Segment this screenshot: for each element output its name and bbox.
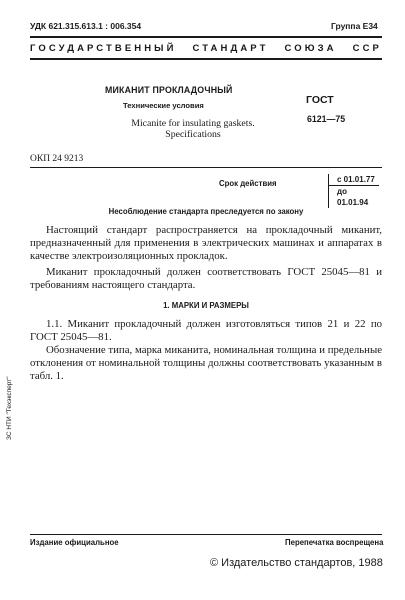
footer-copyright: © Издательство стандартов, 1988 (210, 557, 383, 569)
paragraph-designation: Обозначение типа, марка миканита, номинальная толщина и предельные отклонения от номинальной толщины должны соответствовать указанным в табл. 1. (30, 344, 382, 382)
banner-rule (30, 58, 382, 60)
okp-rule (30, 167, 382, 168)
title-en-line1: Micanite for insulating gaskets. (131, 118, 255, 129)
top-rule (30, 36, 382, 38)
gost-label: ГОСТ (306, 94, 334, 106)
side-note: ЗС НТИ "Техэксперт" (6, 376, 13, 440)
footer-no-reprint: Перепечатка воспрещена (285, 538, 384, 547)
udk-code: УДК 621.315.613.1 : 006.354 (30, 21, 142, 31)
validity-from: с 01.01.77 (329, 174, 379, 186)
paragraph-scope: Настоящий стандарт распространяется на прокладочный миканит, предназначенный для применения в электрических машинах и аппаратах в качестве электроизоляционных прокладок. (30, 224, 382, 262)
document-title-ru: МИКАНИТ ПРОКЛАДОЧНЫЙ (105, 85, 233, 95)
gost-number: 6121—75 (307, 114, 346, 124)
validity-label: Срок действия (219, 179, 277, 188)
state-standard-banner: ГОСУДАРСТВЕННЫЙ СТАНДАРТ СОЮЗА ССР (30, 43, 382, 54)
footer-official-edition: Издание официальное (30, 538, 119, 547)
validity-dates (328, 174, 379, 208)
paragraph-requirements: Миканит прокладочный должен соответствовать ГОСТ 25045—81 и требованиям настоящего стандарта. (30, 266, 382, 291)
title-en-line2: Specifications (165, 129, 221, 140)
document-subtitle-ru: Технические условия (123, 101, 204, 110)
footer-rule (30, 534, 382, 535)
okp-code: ОКП 24 9213 (30, 154, 84, 164)
section-title: 1. МАРКИ И РАЗМЕРЫ (163, 301, 249, 310)
document-title-en (118, 118, 268, 140)
paragraph-types: 1.1. Миканит прокладочный должен изготовляться типов 21 и 22 по ГОСТ 25045—81. (30, 318, 382, 343)
group-code: Группа Е34 (331, 21, 378, 31)
validity-to: до 01.01.94 (337, 187, 369, 207)
legal-warning: Несоблюдение стандарта преследуется по закону (108, 207, 304, 216)
